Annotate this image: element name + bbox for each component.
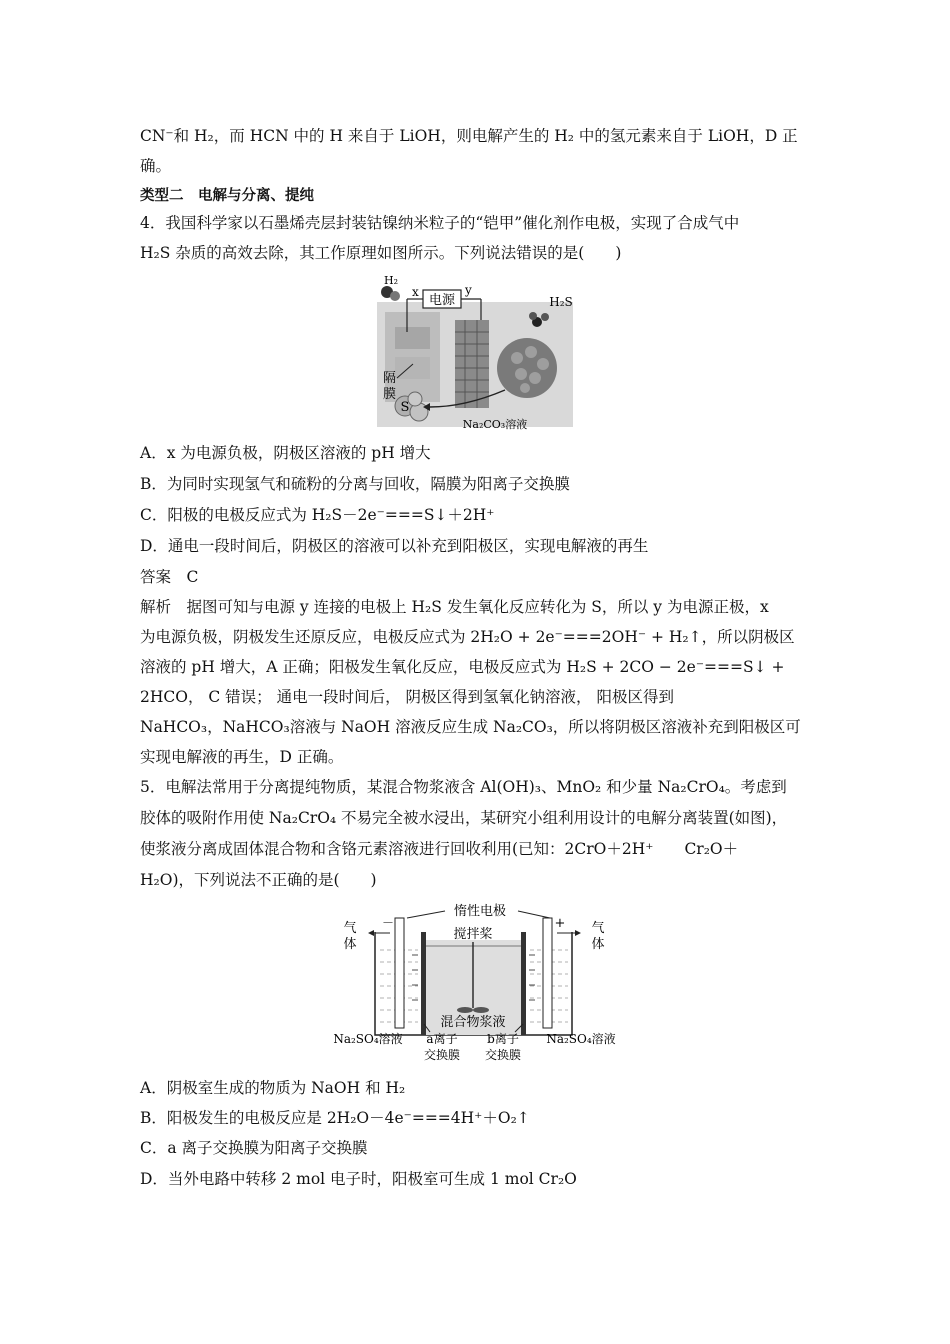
- question-5-stem: H₂O)，下列说法不正确的是( ): [140, 871, 377, 889]
- electrode-x-label: x: [412, 285, 419, 299]
- question-4-stem: H₂S 杂质的高效去除，其工作原理如图所示。下列说法错误的是( ): [140, 244, 622, 262]
- na2so4-right-label: Na₂SO₄溶液: [546, 1032, 616, 1046]
- analysis-line: 为电源负极，阴极发生还原反应，电极反应式为 2H₂O + 2e⁻===2OH⁻ + H₂↑，所以阴极区: [140, 628, 795, 646]
- electrolysis-figure-1: [375, 272, 575, 432]
- stirrer-label: 搅拌桨: [453, 927, 493, 942]
- gas-label-right: 体: [591, 937, 605, 952]
- membrane-label: 隔: [383, 371, 397, 386]
- inert-electrode-label: 惰性电极: [453, 904, 507, 919]
- option-a: A．x 为电源负极，阴极区溶液的 pH 增大: [140, 444, 431, 462]
- analysis-line: NaHCO₃，NaHCO₃溶液与 NaOH 溶液反应生成 Na₂CO₃，所以将阴极区溶液补充到阳极区可: [140, 718, 801, 736]
- membrane-label: 膜: [383, 387, 397, 402]
- analysis-line: 实现电解液的再生，D 正确。: [140, 748, 344, 766]
- slurry-label: 混合物浆液: [440, 1015, 506, 1030]
- option-d: D．通电一段时间后，阴极区的溶液可以补充到阳极区，实现电解液的再生: [140, 537, 649, 555]
- membrane-b-label: 交换膜: [484, 1048, 522, 1062]
- text-line: 确。: [140, 157, 172, 175]
- option-a: A．阴极室生成的物质为 NaOH 和 H₂: [140, 1079, 406, 1097]
- option-b: B．阳极发生的电极反应是 2H₂O－4e⁻===4H⁺＋O₂↑: [140, 1109, 530, 1127]
- gas-label-right: 气: [591, 921, 605, 936]
- question-4-stem: 4．我国科学家以石墨烯壳层封装钴镍纳米粒子的“铠甲”催化剂作电极，实现了合成气中: [140, 214, 740, 232]
- analysis-line: 解析 据图可知与电源 y 连接的电极上 H₂S 发生氧化反应转化为 S，所以 y 为电源正极，x: [140, 598, 769, 616]
- solution-label: Na₂CO₃溶液: [462, 418, 528, 431]
- cathode-electrode: [455, 320, 489, 408]
- membrane-a: [421, 932, 426, 1035]
- analysis-line: 溶液的 pH 增大，A 正确；阳极发生氧化反应，电极反应式为 H₂S + 2CO − 2e⁻===S↓ +: [140, 658, 785, 676]
- gas-label-left: 气: [343, 921, 357, 936]
- answer: 答案 C: [140, 568, 199, 586]
- option-d: D．当外电路中转移 2 mol 电子时，阳极室可生成 1 mol Cr₂O: [140, 1170, 577, 1188]
- question-5-stem: 5．电解法常用于分离提纯物质，某混合物浆液含 Al(OH)₃、MnO₂ 和少量 Na₂CrO₄。考虑到: [140, 778, 787, 796]
- question-5-stem: 使浆液分离成固体混合物和含铬元素溶液进行回收利用(已知：2CrO＋2H⁺ Cr₂O＋: [140, 840, 739, 858]
- membrane-a-label: 交换膜: [423, 1048, 461, 1062]
- option-c: C．阳极的电极反应式为 H₂S－2e⁻===S↓＋2H⁺: [140, 506, 495, 524]
- cathode-sign: －: [381, 916, 395, 930]
- h2s-label: H₂S: [549, 295, 573, 309]
- option-c: C．a 离子交换膜为阳离子交换膜: [140, 1139, 368, 1157]
- electrode-y-label: y: [465, 283, 472, 297]
- anode-sign: +: [554, 916, 566, 931]
- anode: [543, 918, 552, 1028]
- catalyst-sphere: [497, 338, 557, 398]
- h2-label: H₂: [383, 274, 399, 287]
- sulfur-label: S: [400, 400, 410, 415]
- analysis-line: 2HCO， C 错误； 通电一段时间后， 阴极区得到氢氧化钠溶液， 阳极区得到: [140, 688, 674, 706]
- section-heading: 类型二 电解与分离、提纯: [140, 188, 314, 204]
- question-5-stem: 胶体的吸附作用使 Na₂CrO₄ 不易完全被水浸出，某研究小组利用设计的电解分离装置(如图)，: [140, 809, 788, 827]
- option-b: B．为同时实现氢气和硫粉的分离与回收，隔膜为阳离子交换膜: [140, 475, 570, 493]
- power-source-label: 电源: [428, 293, 456, 308]
- membrane-a-label: a离子: [426, 1032, 458, 1046]
- cathode: [395, 918, 404, 1028]
- membrane-b: [521, 932, 526, 1035]
- gas-label-left: 体: [343, 937, 357, 952]
- membrane-b-label: b离子: [487, 1032, 519, 1046]
- electrolysis-figure-2: [330, 900, 625, 1070]
- na2so4-left-label: Na₂SO₄溶液: [333, 1032, 403, 1046]
- text-line: CN⁻和 H₂，而 HCN 中的 H 来自于 LiOH，则电解产生的 H₂ 中的氢元素来自于 LiOH，D 正: [140, 127, 798, 145]
